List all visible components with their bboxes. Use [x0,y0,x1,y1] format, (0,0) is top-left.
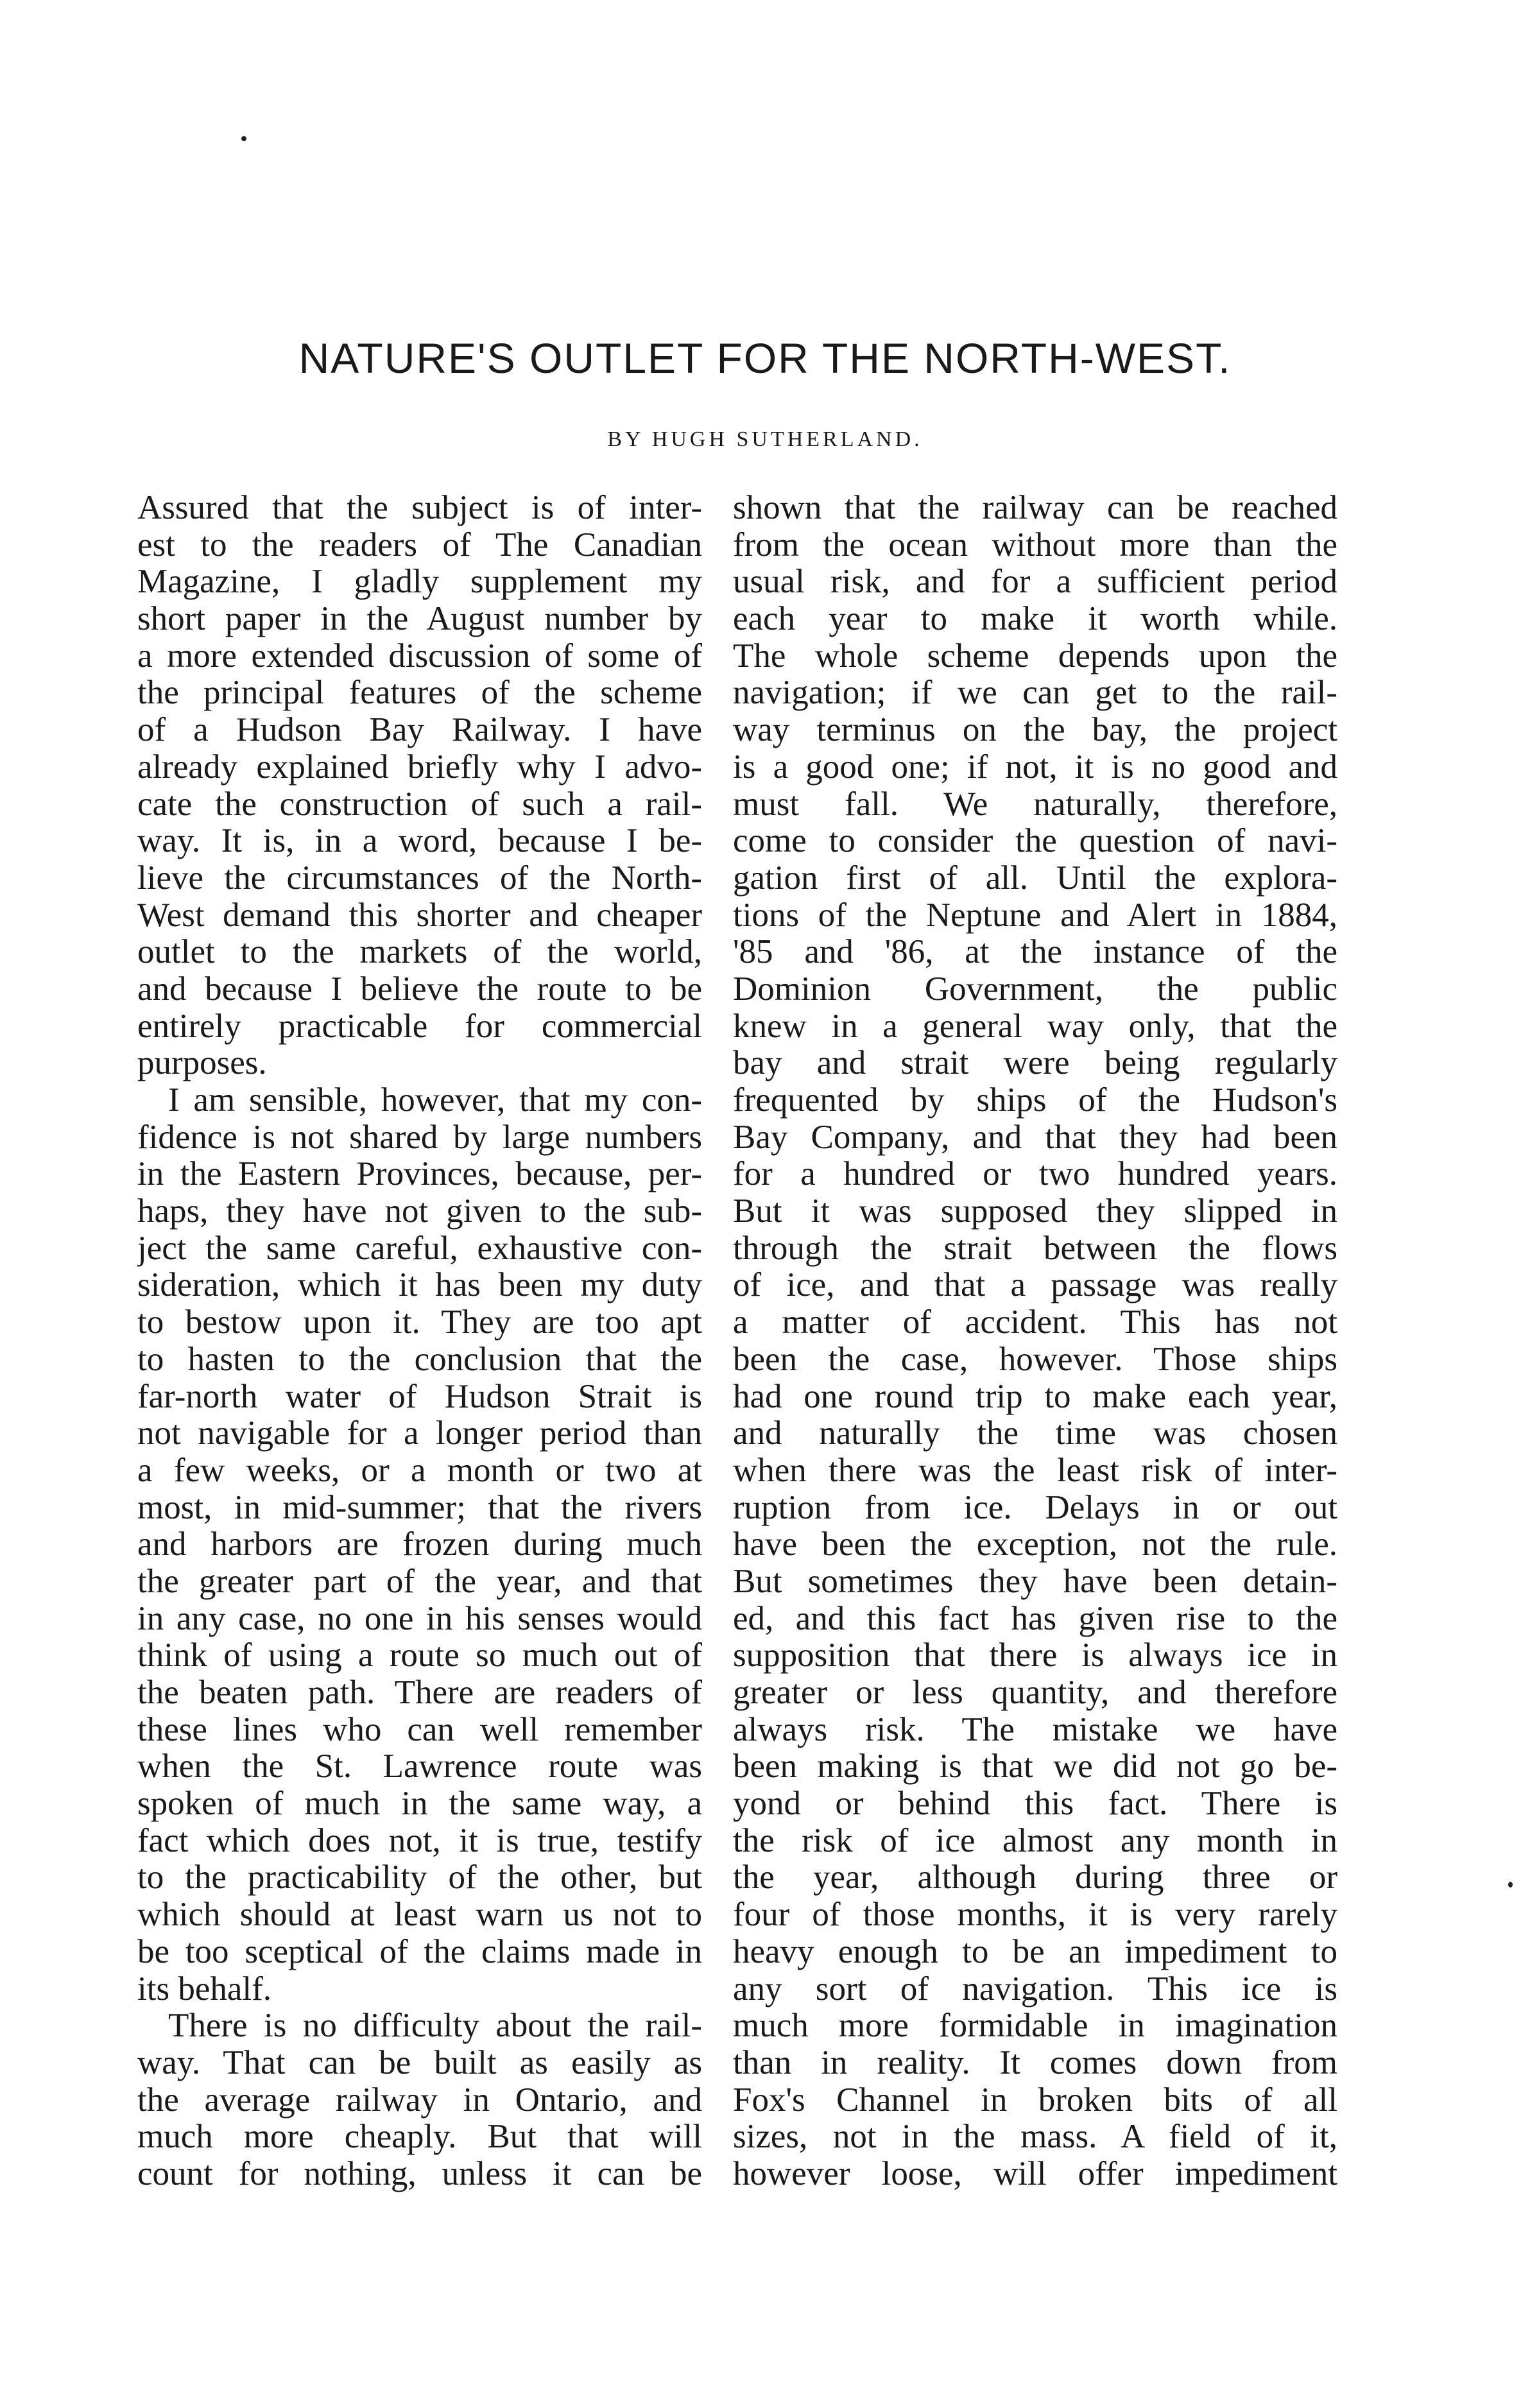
text-line: most, in mid-summer; that the rivers [137,1489,702,1526]
text-line: sizes, not in the mass. A field of it, [733,2119,1337,2156]
text-line: in the Eastern Provinces, because, per- [137,1156,702,1193]
text-line: shown that the railway can be reached [733,490,1337,526]
text-line: far-north water of Hudson Strait is [137,1378,702,1415]
text-line: purposes. [137,1045,267,1082]
text-line: There is no difficulty about the rail- [168,2008,702,2045]
text-line: tions of the Neptune and Alert in 1884, [733,897,1337,934]
text-line: ruption from ice. Delays in or out [733,1489,1337,1526]
text-line: not navigable for a longer period than [137,1415,702,1452]
text-line: heavy enough to be an impediment to [733,1933,1337,1970]
text-line: navigation; if we can get to the rail- [733,675,1337,712]
text-line: to hasten to the conclusion that the [137,1341,702,1378]
text-line: when there was the least risk of inter- [733,1452,1337,1489]
text-line: a matter of accident. This has not [733,1304,1337,1341]
left-text-column [137,490,702,2193]
text-line: in any case, no one in his senses would [137,1600,702,1637]
text-line: greater or less quantity, and therefore [733,1674,1337,1711]
article-byline: BY HUGH SUTHERLAND. [607,427,923,451]
text-line: way. It is, in a word, because I be- [137,823,702,860]
text-line: of a Hudson Bay Railway. I have [137,712,702,749]
text-line: any sort of navigation. This ice is [733,1970,1337,2008]
text-line: been the case, however. Those ships [733,1341,1337,1378]
text-line: always risk. The mistake we have [733,1711,1337,1748]
text-line: must fall. We naturally, therefore, [733,786,1337,823]
text-line: sideration, which it has been my duty [137,1267,702,1304]
text-line: outlet to the markets of the world, [137,934,702,971]
text-line: and naturally the time was chosen [733,1415,1337,1452]
text-line: to the practicability of the other, but [137,1859,702,1896]
text-line: the average railway in Ontario, and [137,2081,702,2119]
text-line: think of using a route so much out of [137,1637,702,1674]
text-line: Fox's Channel in broken bits of all [733,2081,1337,2119]
text-line: the greater part of the year, and that [137,1563,702,1600]
text-line: count for nothing, unless it can be [137,2155,702,2192]
text-line: But sometimes they have been detain- [733,1563,1337,1600]
text-line: the year, although during three or [733,1859,1337,1896]
text-line: Assured that the subject is of inter- [137,490,702,526]
text-line: fact which does not, it is true, testify [137,1822,702,1859]
text-line: West demand this shorter and cheaper [137,897,702,934]
text-line: and harbors are frozen during much [137,1526,702,1563]
text-line: through the strait between the flows [733,1230,1337,1267]
text-line: gation first of all. Until the explora- [733,859,1337,897]
text-line: than in reality. It comes down from [733,2044,1337,2081]
text-line: is a good one; if not, it is no good and [733,748,1337,786]
text-line: four of those months, it is very rarely [733,1896,1337,1934]
text-line: had one round trip to make each year, [733,1378,1337,1415]
text-line: have been the exception, not the rule. [733,1526,1337,1563]
text-line: each year to make it worth while. [733,601,1337,638]
text-line: frequented by ships of the Hudson's [733,1082,1337,1119]
text-line: and because I believe the route to be [137,970,702,1008]
text-line: its behalf. [137,1970,271,2008]
text-line: '85 and '86, at the instance of the [733,934,1337,971]
text-line: already explained briefly why I advo- [137,748,702,786]
text-line: spoken of much in the same way, a [137,1785,702,1823]
text-line: ed, and this fact has given rise to the [733,1600,1337,1637]
text-line: be too sceptical of the claims made in [137,1933,702,1970]
text-line: Dominion Government, the public [733,970,1337,1008]
text-line: the risk of ice almost any month in [733,1822,1337,1859]
text-line: I am sensible, however, that my con- [168,1082,702,1119]
text-line: The whole scheme depends upon the [733,637,1337,675]
text-line: way. That can be built as easily as [137,2044,702,2081]
text-line: a few weeks, or a month or two at [137,1452,702,1489]
text-line: the beaten path. There are readers of [137,1674,702,1711]
text-line: when the St. Lawrence route was [137,1748,702,1785]
text-line: usual risk, and for a sufficient period [733,563,1337,601]
text-line: much more cheaply. But that will [137,2119,702,2156]
text-line: yond or behind this fact. There is [733,1785,1337,1823]
text-line: cate the construction of such a rail- [137,786,702,823]
text-line: a more extended discussion of some of [137,637,702,675]
text-line: ject the same careful, exhaustive con- [137,1230,702,1267]
text-line: But it was supposed they slipped in [733,1193,1337,1230]
text-line: supposition that there is always ice in [733,1637,1337,1674]
text-line: fidence is not shared by large numbers [137,1119,702,1156]
text-line: been making is that we did not go be- [733,1748,1337,1785]
text-line: these lines who can well remember [137,1711,702,1748]
text-line: of ice, and that a passage was really [733,1267,1337,1304]
right-text-column [733,490,1337,2193]
text-line: much more formidable in imagination [733,2008,1337,2045]
text-line: from the ocean without more than the [733,526,1337,563]
text-line: however loose, will offer impediment [733,2155,1337,2192]
text-line: which should at least warn us not to [137,1896,702,1934]
text-line: to bestow upon it. They are too apt [137,1304,702,1341]
text-line: short paper in the August number by [137,601,702,638]
ink-speck [1508,1882,1513,1888]
text-line: est to the readers of The Canadian [137,526,702,563]
ink-speck [241,136,246,141]
text-line: entirely practicable for commercial [137,1008,702,1045]
article-title: NATURE'S OUTLET FOR THE NORTH-WEST. [298,334,1232,382]
text-line: way terminus on the bay, the project [733,712,1337,749]
text-line: Bay Company, and that they had been [733,1119,1337,1156]
text-line: bay and strait were being regularly [733,1045,1337,1082]
text-line: lieve the circumstances of the North- [137,859,702,897]
text-line: the principal features of the scheme [137,675,702,712]
text-line: knew in a general way only, that the [733,1008,1337,1045]
text-line: haps, they have not given to the sub- [137,1193,702,1230]
text-line: come to consider the question of navi- [733,823,1337,860]
text-line: for a hundred or two hundred years. [733,1156,1337,1193]
text-line: Magazine, I gladly supplement my [137,563,702,601]
